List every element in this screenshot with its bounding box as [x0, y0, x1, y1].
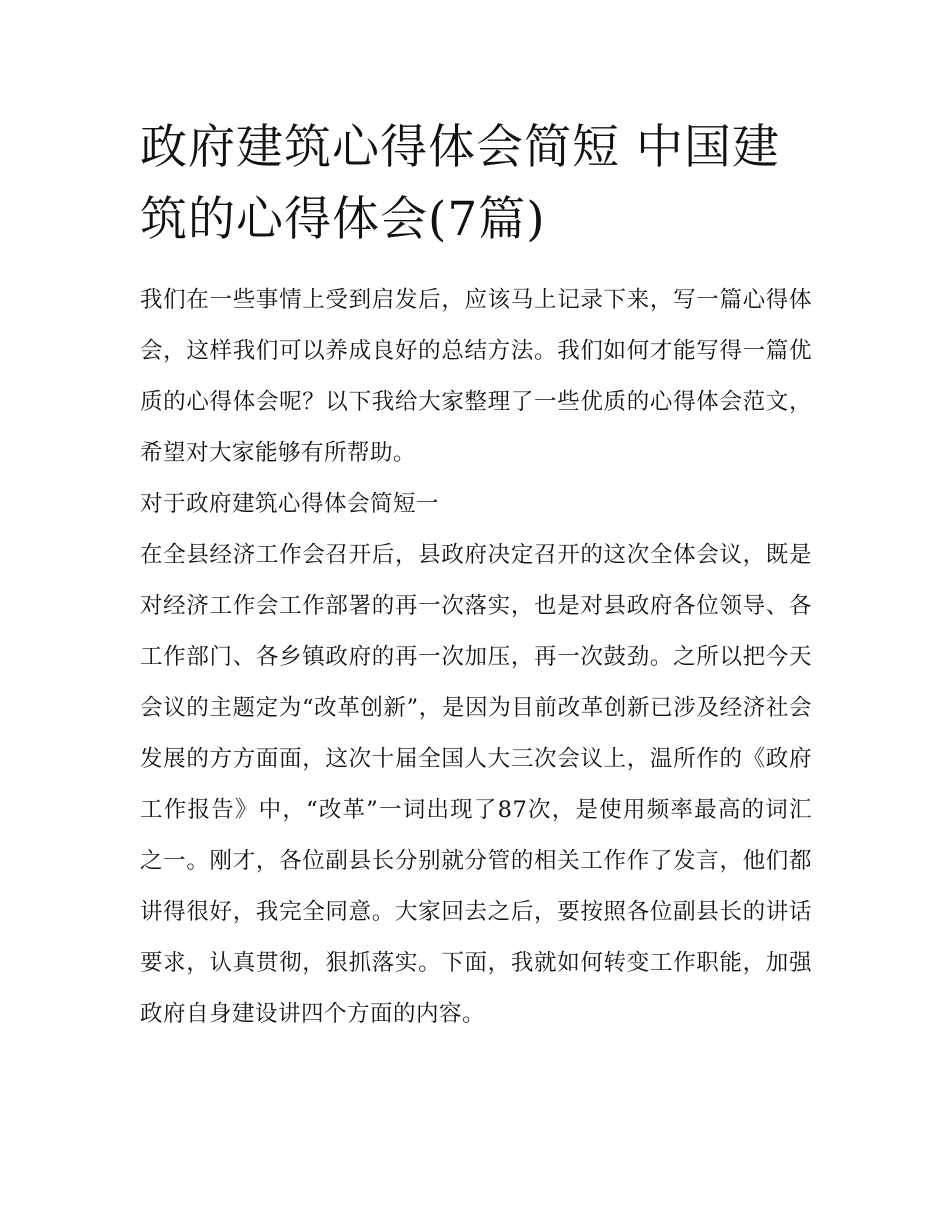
document-title: 政府建筑心得体会简短 中国建筑的心得体会(7篇) [140, 120, 780, 247]
body-paragraph: 在全县经济工作会召开后，县政府决定召开的这次全体会议，既是对经济工作会工作部署的再一次落实，也是对县政府各位领导、各工作部门、各乡镇政府的再一次加压，再一次鼓劲。之所以把今天会议的主题定为“改革创新”，是因为目前改革创新已涉及经济社会发展的方方面面，这次十届全国人大三次会议上，温所作的《政府工作报告》中，“改革”一词出现了87次，是使用频率最高的词汇之一。刚才，各位副县长分别就分管的相关工作作了发言，他们都讲得很好，我完全同意。大家回去之后，要按照各位副县长的讲话要求，认真贯彻，狠抓落实。下面，我就如何转变工作职能，加强政府自身建设讲四个方面的内容。 [140, 542, 812, 1027]
section-heading: 对于政府建筑心得体会简短一 [140, 491, 440, 517]
intro-paragraph: 我们在一些事情上受到启发后，应该马上记录下来，写一篇心得体会，这样我们可以养成良好的总结方法。我们如何才能写得一篇优质的心得体会呢？以下我给大家整理了一些优质的心得体会范文，希望对大家能够有所帮助。 [140, 287, 812, 466]
document-page [140, 112, 812, 1040]
